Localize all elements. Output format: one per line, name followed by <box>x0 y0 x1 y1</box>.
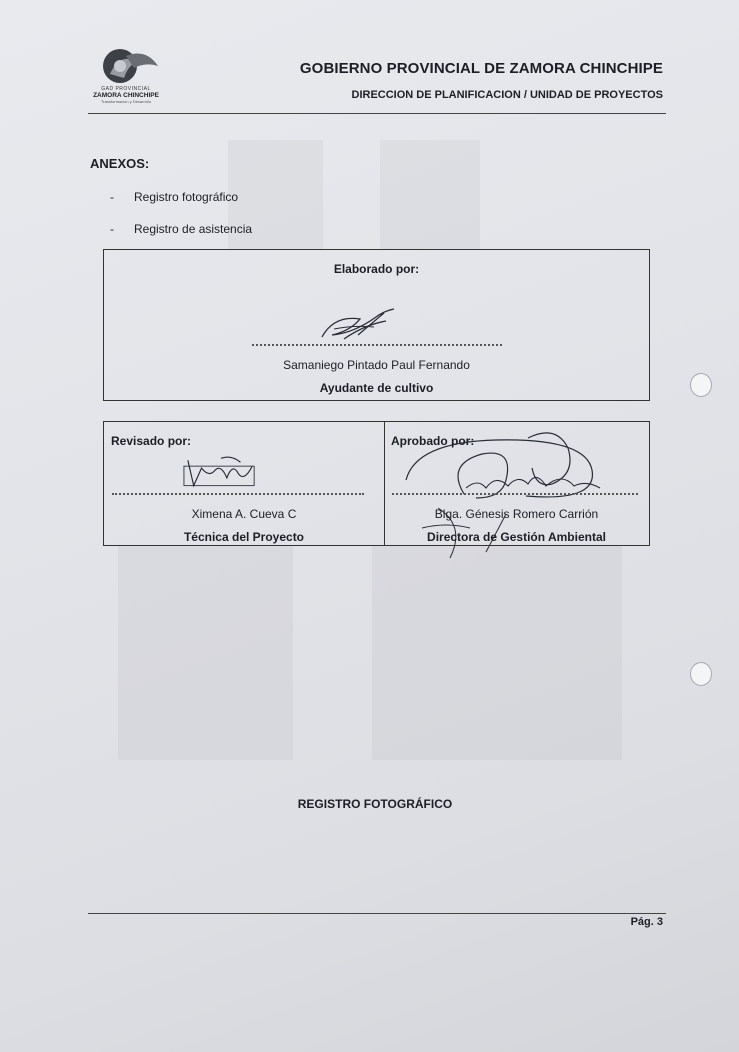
approved-role: Directora de Gestión Ambiental <box>427 530 606 544</box>
bleed-through-photo <box>372 545 622 760</box>
annex-item-label: Registro fotográfico <box>134 190 239 204</box>
box-divider <box>384 422 385 545</box>
annexes-title: ANEXOS: <box>90 156 150 171</box>
header-title: GOBIERNO PROVINCIAL DE ZAMORA CHINCHIPE <box>299 60 663 77</box>
annex-bullet: - <box>110 222 114 236</box>
elaborated-label: Elaborado por: <box>333 262 420 276</box>
header-subtitle: DIRECCION DE PLANIFICACION / UNIDAD DE PROYECTOS <box>351 89 663 101</box>
annex-item <box>110 222 252 236</box>
reviewed-role: Técnica del Proyecto <box>183 530 305 544</box>
footer-divider <box>88 913 666 914</box>
signature-reviewed-icon <box>182 452 260 492</box>
logo-line-3: Transformación y Desarrollo <box>100 99 152 104</box>
page-number: Pág. 3 <box>630 916 663 928</box>
bleed-through-photo <box>118 545 293 760</box>
header-divider <box>88 113 666 114</box>
signature-line <box>252 344 502 346</box>
review-approval-box <box>103 421 650 546</box>
signature-line <box>112 493 364 495</box>
binder-hole <box>690 662 712 686</box>
approved-name: Blga. Génesis Romero Carrión <box>434 507 599 521</box>
logo-line-2: ZAMORA CHINCHIPE <box>93 92 159 99</box>
reviewed-name: Ximena A. Cueva C <box>191 507 297 521</box>
elaborated-box <box>103 249 650 401</box>
annex-item <box>110 190 238 204</box>
annex-item-label: Registro de asistencia <box>134 222 253 236</box>
logo-text <box>86 86 166 104</box>
bleed-through-photo <box>380 140 480 250</box>
elaborated-role: Ayudante de cultivo <box>319 381 434 395</box>
binder-hole <box>690 373 712 397</box>
approved-label: Aprobado por: <box>391 434 475 448</box>
photo-record-title: REGISTRO FOTOGRÁFICO <box>297 797 453 811</box>
elaborated-name: Samaniego Pintado Paul Fernando <box>283 358 470 372</box>
annex-bullet: - <box>110 190 114 204</box>
reviewed-label: Revisado por: <box>111 434 192 448</box>
signature-line <box>392 493 638 495</box>
signature-elaborated-icon <box>314 305 404 345</box>
logo-line-1: GAD PROVINCIAL <box>101 86 151 92</box>
